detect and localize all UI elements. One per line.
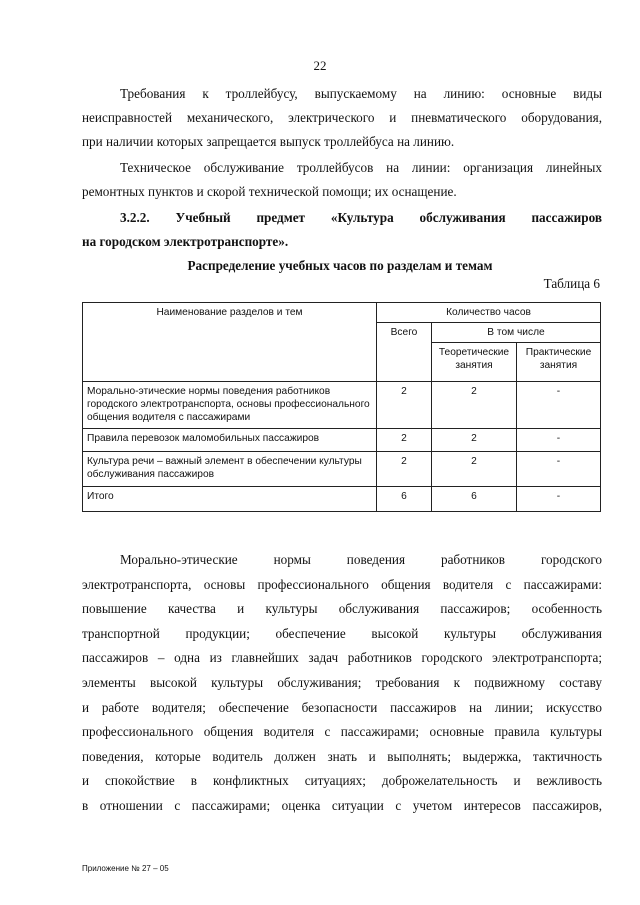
row-practice: - [517, 382, 601, 429]
text-line: при наличии которых запрещается выпуск троллейбуса на линию. [82, 134, 455, 149]
text-line: и работе водителя; обеспечение безопасности пассажиров на линии; искусство [82, 699, 602, 715]
row-name: Итого [83, 487, 377, 512]
paragraph-maintenance [82, 156, 602, 204]
row-practice: - [517, 452, 601, 487]
header-including: В том числе [432, 323, 601, 343]
table-caption: Распределение учебных часов по разделам и темам [187, 258, 493, 273]
section-heading [82, 206, 602, 254]
text-line: повышение качества и культуры обслуживания пассажиров; особенность [82, 601, 602, 617]
row-practice: - [517, 429, 601, 452]
row-practice: - [517, 487, 601, 512]
row-name: Культура речи – важный элемент в обеспечении культуры обслуживания пассажиров [83, 452, 377, 487]
row-name: Морально-этические нормы поведения работников городского электротранспорта, основы профессионального общения водителя с пассажирами [83, 382, 377, 429]
text-line: и спокойствие в конфликтных ситуациях; доброжелательность и вежливость [82, 773, 602, 789]
table-label: Таблица 6 [543, 276, 600, 291]
text-line: Морально-этические нормы поведения работников городского [120, 552, 602, 567]
section-heading-line: 3.2.2. Учебный предмет «Культура обслуживания пассажиров [120, 210, 602, 225]
text-line: неисправностей механического, электрического и пневматического оборудования, [82, 110, 602, 125]
page-number: 22 [313, 58, 327, 73]
table-row [83, 382, 601, 429]
header-hours: Количество часов [377, 303, 601, 323]
table-row [83, 452, 601, 487]
header-theory: Теоретические занятия [432, 343, 517, 382]
row-total: 2 [377, 382, 432, 429]
table-row [83, 429, 601, 452]
hours-table [82, 302, 601, 512]
footer-note: Приложение № 27 – 05 [82, 864, 169, 873]
row-theory: 2 [432, 382, 517, 429]
section-heading-line: на городском электротранспорте». [82, 234, 289, 249]
text-line: Техническое обслуживание троллейбусов на линии: организация линейных [120, 160, 602, 175]
row-total: 6 [377, 487, 432, 512]
text-line: Требования к троллейбусу, выпускаемому на линию: основные виды [120, 86, 602, 101]
text-line: пассажиров – одна из главнейших задач работников городского электротранспорта; [82, 650, 602, 666]
row-total: 2 [377, 452, 432, 487]
body-paragraph [82, 548, 602, 819]
paragraph-trolleybus-requirements [82, 82, 602, 154]
text-line: в отношении с пассажирами; оценка ситуации с учетом интересов пассажиров, [82, 797, 602, 813]
row-theory: 2 [432, 429, 517, 452]
header-name: Наименование разделов и тем [83, 303, 377, 382]
text-line: поведения, которые водитель должен знать и выполнять; выдержка, тактичность [82, 748, 602, 764]
text-line: электротранспорта, основы профессионального общения водителя с пассажирами: [82, 576, 602, 592]
header-total: Всего [377, 323, 432, 382]
table-row-total [83, 487, 601, 512]
text-line: элементы высокой культуры обслуживания; требования к подвижному составу [82, 674, 602, 690]
text-line: транспортной продукции; обеспечение высокой культуры обслуживания [82, 625, 602, 641]
row-theory: 6 [432, 487, 517, 512]
text-line: профессионального общения водителя с пассажирами; основные правила культуры [82, 724, 602, 740]
row-total: 2 [377, 429, 432, 452]
row-theory: 2 [432, 452, 517, 487]
header-practice: Практические занятия [517, 343, 601, 382]
row-name: Правила перевозок маломобильных пассажиров [83, 429, 377, 452]
text-line: ремонтных пунктов и скорой технической помощи; их оснащение. [82, 184, 457, 199]
